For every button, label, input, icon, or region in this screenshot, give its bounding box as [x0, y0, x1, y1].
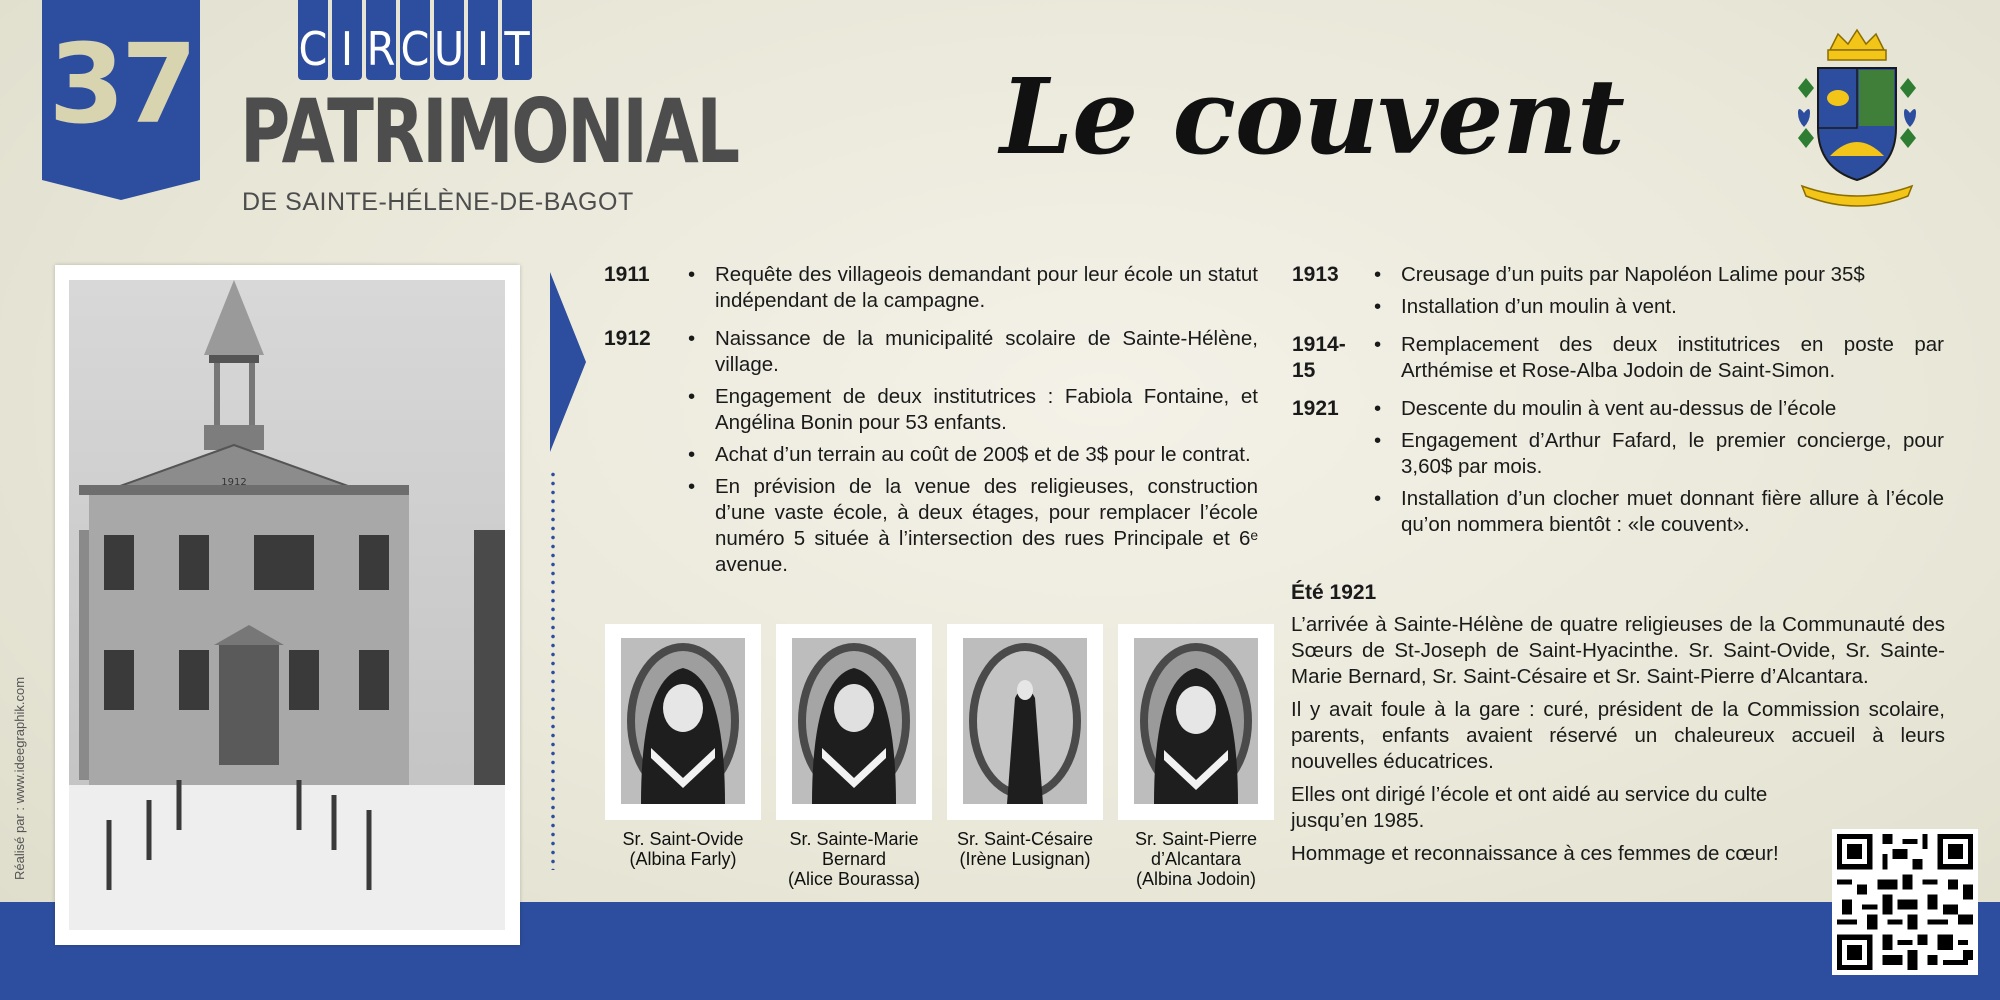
- entry-bullet: • Engagement d’Arthur Fafard, le premier concierge, pour 3,60$ par mois.: [1374, 428, 1944, 480]
- timeline-entry: [1292, 262, 1944, 326]
- patrimonial-heading: PATRIMONIAL: [240, 80, 738, 183]
- nun-real-name: (Alice Bourassa): [787, 869, 921, 889]
- circuit-letter: T: [502, 0, 532, 80]
- circuit-letter: I: [332, 0, 362, 80]
- nun-name: Sr. Sainte-Marie Bernard: [789, 829, 919, 869]
- photo-frame: [55, 265, 520, 945]
- entry-bullets: [688, 262, 1258, 320]
- subtitle: DE SAINTE-HÉLÈNE-DE-BAGOT: [242, 188, 634, 216]
- circuit-letter: C: [400, 0, 430, 80]
- nun-name: Sr. Saint-Ovide: [622, 829, 744, 849]
- circuit-letter: I: [468, 0, 498, 80]
- summer-paragraph: Hommage et reconnaissance à ces femmes de cœur!: [1291, 842, 1779, 865]
- nun-name: Sr. Saint-Pierre d’Alcantara: [1134, 829, 1258, 869]
- entry-bullet: • Installation d’un clocher muet donnant fière allure à l’école qu’on nommera bientôt : «le couvent».: [1374, 486, 1944, 538]
- badge-number: 37: [48, 20, 194, 148]
- nun-caption: [947, 829, 1103, 869]
- entry-bullets: [1374, 396, 1944, 544]
- nun-real-name: (Albina Farly): [629, 849, 737, 869]
- timeline-arrow-icon: [550, 272, 590, 452]
- circuit-letter: C: [298, 0, 328, 80]
- municipal-coat-of-arms-icon: [1782, 28, 1932, 210]
- nun-real-name: (Albina Jodoin): [1135, 869, 1257, 889]
- nun-real-name: (Irène Lusignan): [959, 849, 1091, 869]
- school-building-photo: [69, 280, 505, 930]
- entry-bullet: • Achat d’un terrain au coût de 200$ et de 3$ pour le contrat.: [688, 442, 1258, 468]
- entry-bullets: [1374, 262, 1944, 326]
- entry-bullet: • Creusage d’un puits par Napoléon Lalime pour 35$: [1374, 262, 1944, 288]
- page-title: Le couvent: [1000, 55, 1625, 178]
- nun-caption: [1118, 829, 1274, 889]
- facade-year: 1912: [221, 477, 247, 488]
- entry-year: 1914-15: [1292, 333, 1346, 382]
- nun-name: Sr. Saint-Césaire: [956, 829, 1094, 849]
- entry-bullet: • Engagement de deux institutrices : Fabiola Fontaine, et Angélina Bonin pour 53 enfants.: [688, 384, 1258, 436]
- timeline-dotted-line: [551, 470, 555, 870]
- entry-bullet: • Remplacement des deux institutrices en poste par Arthémise et Rose-Alba Jodoin de Saint-Simon.: [1374, 332, 1944, 384]
- nun-portrait-photo: [1134, 638, 1258, 804]
- nun-portraits: [605, 624, 1273, 894]
- circuit-letter: R: [366, 0, 396, 80]
- nun-caption: [776, 829, 932, 889]
- entry-year: 1913: [1292, 263, 1339, 286]
- timeline-left: [604, 262, 1258, 590]
- summer-paragraph: Il y avait foule à la gare : curé, président de la Commission scolaire, parents, enfants avaient réservé un chaleureux accueil à leurs nouvelles éducatrices.: [1291, 698, 1945, 773]
- nun-caption: [605, 829, 761, 869]
- nun-card: [605, 624, 761, 869]
- entry-bullets: [1374, 332, 1944, 390]
- portrait-frame: [1118, 624, 1274, 820]
- qr-code-icon[interactable]: [1832, 829, 1978, 975]
- entry-bullet: • Descente du moulin à vent au-dessus de l’école: [1374, 396, 1944, 422]
- nun-card: [947, 624, 1103, 869]
- timeline-entry: [1292, 332, 1944, 390]
- entry-bullet: • En prévision de la venue des religieuses, construction d’une vaste école, à deux étages, pour remplacer l’école numéro 5 située à l’intersection des rues Principale et 6ᵉ avenue.: [688, 474, 1258, 578]
- entry-year: 1921: [1292, 397, 1339, 420]
- portrait-frame: [605, 624, 761, 820]
- entry-year: 1911: [604, 263, 650, 286]
- summer-heading: Été 1921: [1291, 581, 1377, 604]
- timeline-entry: [604, 262, 1258, 320]
- nun-portrait-photo: [792, 638, 916, 804]
- timeline-entry: [604, 326, 1258, 584]
- entry-bullet: • Installation d’un moulin à vent.: [1374, 294, 1944, 320]
- entry-bullets: [688, 326, 1258, 584]
- entry-bullet: • Requête des villageois demandant pour leur école un statut indépendant de la campagne.: [688, 262, 1258, 314]
- timeline-entry: [1292, 396, 1944, 544]
- circuit-letter: U: [434, 0, 464, 80]
- nun-portrait-photo: [621, 638, 745, 804]
- circuit-word: [298, 0, 532, 80]
- portrait-frame: [947, 624, 1103, 820]
- timeline-right: [1292, 262, 1944, 550]
- portrait-frame: [776, 624, 932, 820]
- entry-year: 1912: [604, 327, 651, 350]
- nun-card: [1118, 624, 1274, 889]
- nun-portrait-photo: [963, 638, 1087, 804]
- summer-paragraph: L’arrivée à Sainte-Hélène de quatre religieuses de la Communauté des Sœurs de St-Joseph de Saint-Hyacinthe. Sr. Saint-Ovide, Sr. Sainte-Marie Bernard, Sr. Saint-Césaire et Sr. Saint-Pierre d’Alcantara.: [1291, 613, 1945, 688]
- credit-text: Réalisé par : www.ideegraphik.com: [12, 676, 27, 880]
- nun-card: [776, 624, 932, 889]
- entry-bullet: • Naissance de la municipalité scolaire de Sainte-Hélène, village.: [688, 326, 1258, 378]
- summer-paragraph: Elles ont dirigé l’école et ont aidé au service du culte jusqu’en 1985.: [1291, 783, 1768, 832]
